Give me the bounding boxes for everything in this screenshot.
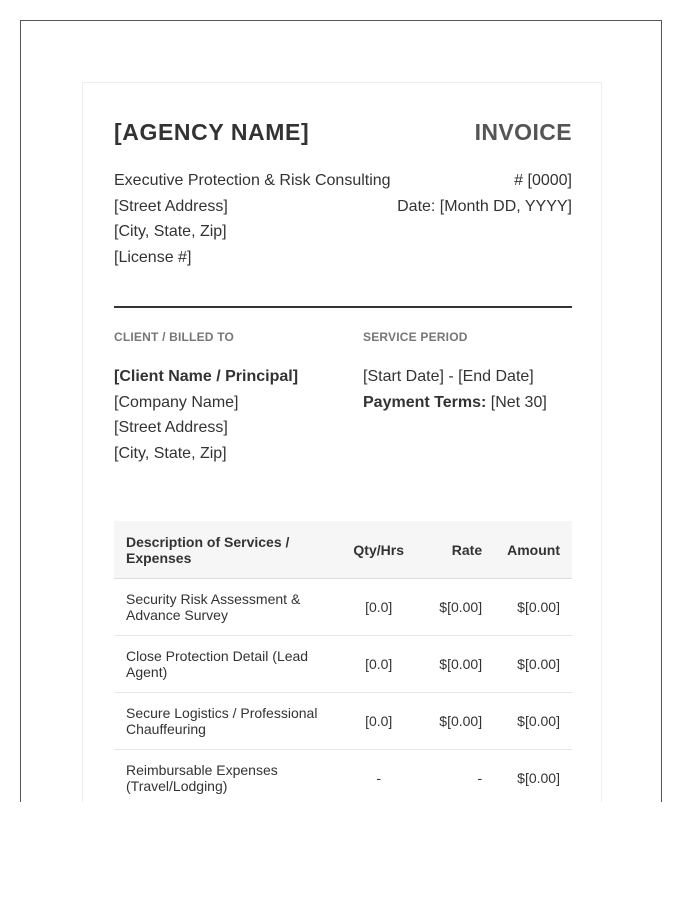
table-row <box>114 579 572 636</box>
agency-street: [Street Address] <box>114 197 228 215</box>
client-name: [Client Name / Principal] <box>114 368 299 385</box>
agency-city: [City, State, Zip] <box>114 223 227 240</box>
payment-terms <box>363 390 547 416</box>
row-qty: [0.0] <box>340 579 418 636</box>
row-qty: - <box>340 750 418 803</box>
client-street: [Street Address] <box>114 419 228 436</box>
header-amount: Amount <box>494 521 572 579</box>
agency-license: [License #] <box>114 248 192 266</box>
row-description: Close Protection Detail (Lead Agent) <box>114 636 340 693</box>
service-details <box>363 364 547 415</box>
client-city: [City, State, Zip] <box>114 444 227 462</box>
table-row <box>114 636 572 693</box>
row-amount: $[0.00] <box>494 579 572 636</box>
payment-terms-value: [Net 30] <box>490 393 547 411</box>
row-amount: $[0.00] <box>494 636 572 693</box>
row-description: Secure Logistics / Professional Chauffeuring <box>114 693 340 750</box>
client-section-label: CLIENT / BILLED TO <box>114 330 235 344</box>
payment-terms-label: Payment Terms: <box>363 393 487 411</box>
agency-name: [AGENCY NAME] <box>114 119 310 145</box>
header-divider <box>114 306 572 308</box>
row-qty: [0.0] <box>340 693 418 750</box>
client-details <box>114 364 298 466</box>
row-qty: [0.0] <box>340 636 418 693</box>
header-description: Description of Services / Expenses <box>114 521 340 579</box>
invoice-number: # [0000] <box>514 172 572 189</box>
client-company: [Company Name] <box>114 393 239 411</box>
invoice-date: Date: [Month DD, YYYY] <box>397 197 572 215</box>
invoice-meta <box>397 168 572 219</box>
header-qty: Qty/Hrs <box>340 521 418 579</box>
invoice-title: INVOICE <box>474 119 572 145</box>
row-rate: - <box>418 750 495 803</box>
row-amount: $[0.00] <box>494 693 572 750</box>
row-rate: $[0.00] <box>418 579 495 636</box>
service-period: [Start Date] - [End Date] <box>363 368 534 385</box>
row-rate: $[0.00] <box>418 693 495 750</box>
invoice-page <box>82 82 602 802</box>
document-frame <box>20 20 662 802</box>
table-header-row <box>114 521 572 579</box>
row-rate: $[0.00] <box>418 636 495 693</box>
table-row <box>114 750 572 803</box>
service-section-label: SERVICE PERIOD <box>363 330 468 344</box>
header-rate: Rate <box>418 521 495 579</box>
row-amount: $[0.00] <box>494 750 572 803</box>
row-description: Security Risk Assessment & Advance Survey <box>114 579 340 636</box>
agency-tagline: Executive Protection & Risk Consulting <box>114 172 391 189</box>
services-table <box>114 521 572 802</box>
row-description: Reimbursable Expenses (Travel/Lodging) <box>114 750 340 803</box>
agency-details <box>114 168 391 270</box>
table-row <box>114 693 572 750</box>
